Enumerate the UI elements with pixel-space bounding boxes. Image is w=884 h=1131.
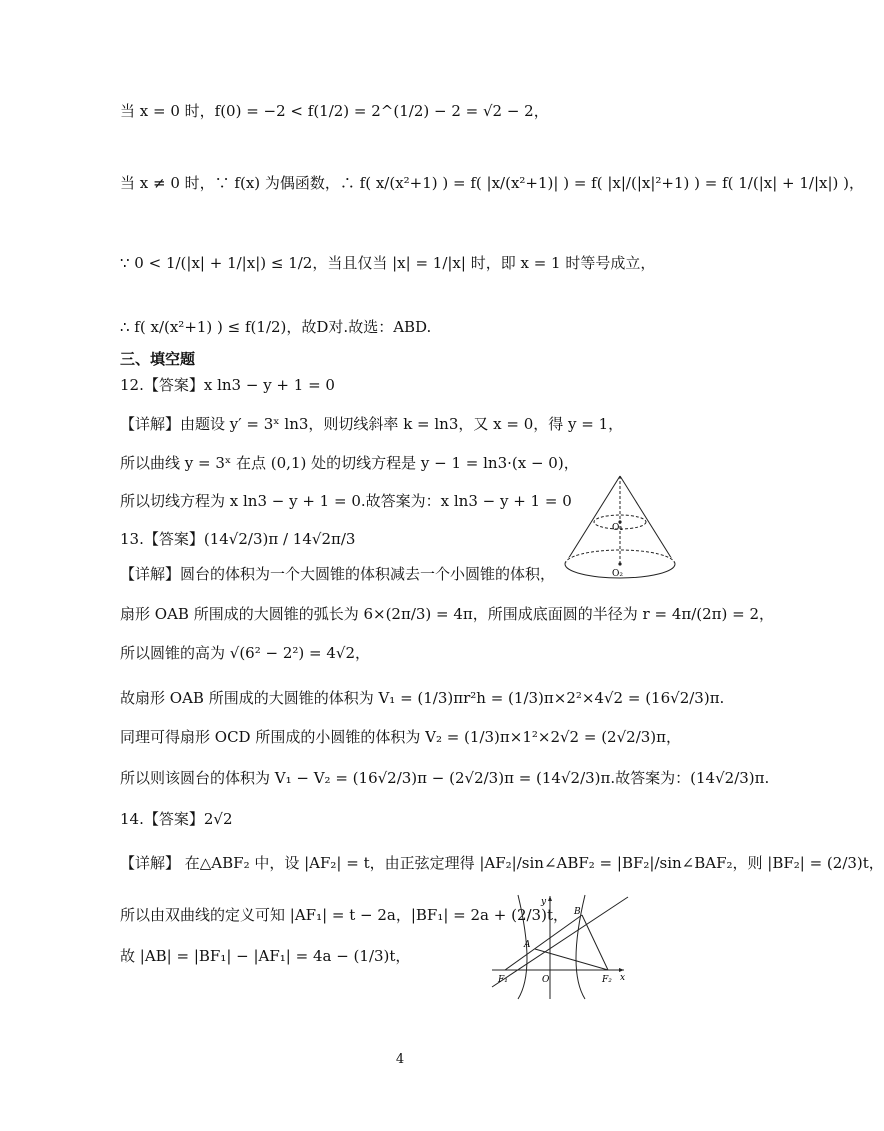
text-line: 所以则该圆台的体积为 V₁ − V₂ = (16√2/3)π − (2√2/3)π = (14√2/3)π.故答案为：(14√2/3)π. xyxy=(120,769,770,787)
axis-label-y: y xyxy=(541,897,547,907)
text-line: 扇形 OAB 所围成的大圆锥的弧长为 6×(2π/3) = 4π，所围成底面圆的半径为 r = 4π/(2π) = 2， xyxy=(120,605,775,623)
cone-label-top: O₁ xyxy=(612,523,623,533)
text-line: 【详解】圆台的体积为一个大圆锥的体积减去一个小圆锥的体积， xyxy=(120,565,556,583)
text-line: 【详解】由题设 y′ = 3ˣ ln3，则切线斜率 k = ln3，又 x = 0，得 y = 1， xyxy=(120,415,624,433)
point-label-f1: F₁ xyxy=(498,975,508,985)
page-number: 4 xyxy=(395,1052,405,1067)
text-line: 所以圆锥的高为 √(6² − 2²) = 4√2， xyxy=(120,644,370,662)
answer-line: 12.【答案】x ln3 − y + 1 = 0 xyxy=(120,376,335,394)
text-line: 同理可得扇形 OCD 所围成的小圆锥的体积为 V₂ = (1/3)π×1²×2√2 = (2√2/3)π， xyxy=(120,728,682,746)
text-line: 所以切线方程为 x ln3 − y + 1 = 0.故答案为：x ln3 − y + 1 = 0 xyxy=(120,492,572,510)
text-line: 当 x ≠ 0 时，∵ f(x) 为偶函数，∴ f( x/(x²+1) ) = f( |x/(x²+1)| ) = f( |x|/(|x|²+1) ) = f( 1/(|x| + 1/|x|) )， xyxy=(120,174,865,192)
answer-line: 14.【答案】2√2 xyxy=(120,810,233,828)
text-line: 故扇形 OAB 所围成的大圆锥的体积为 V₁ = (1/3)πr²h = (1/3)π×2²×4√2 = (16√2/3)π. xyxy=(120,689,725,707)
text-line: ∴ f( x/(x²+1) ) ≤ f(1/2)，故D对.故选：ABD. xyxy=(120,318,432,336)
point-label-f2: F₂ xyxy=(602,975,612,985)
origin-label: O xyxy=(542,975,550,985)
text-line: 当 x = 0 时，f(0) = −2 < f(1/2) = 2^(1/2) − 2 = √2 − 2， xyxy=(120,102,549,120)
cone-figure xyxy=(560,472,680,590)
axis-label-x: x xyxy=(620,973,626,983)
point-label-b: B xyxy=(574,907,581,917)
text-line: ∵ 0 < 1/(|x| + 1/|x|) ≤ 1/2，当且仅当 |x| = 1/|x| 时，即 x = 1 时等号成立， xyxy=(120,254,656,272)
section-heading: 三、填空题 xyxy=(120,350,196,368)
text-line: 故 |AB| = |BF₁| − |AF₁| = 4a − (1/3)t， xyxy=(120,947,411,965)
hyperbola-figure xyxy=(490,893,630,1001)
point-label-a: A xyxy=(524,940,531,950)
text-line: 【详解】 在△ABF₂ 中，设 |AF₂| = t，由正弦定理得 |AF₂|/sin∠ABF₂ = |BF₂|/sin∠BAF₂，则 |BF₂| = (2/3)t， xyxy=(120,854,884,872)
text-line: 所以曲线 y = 3ˣ 在点 (0,1) 处的切线方程是 y − 1 = ln3·(x − 0)， xyxy=(120,454,579,472)
cone-label-bottom: O₂ xyxy=(612,569,623,579)
text-line: 所以由双曲线的定义可知 |AF₁| = t − 2a，|BF₁| = 2a + (2/3)t， xyxy=(120,906,568,924)
answer-line: 13.【答案】(14√2/3)π / 14√2π/3 xyxy=(120,530,356,548)
